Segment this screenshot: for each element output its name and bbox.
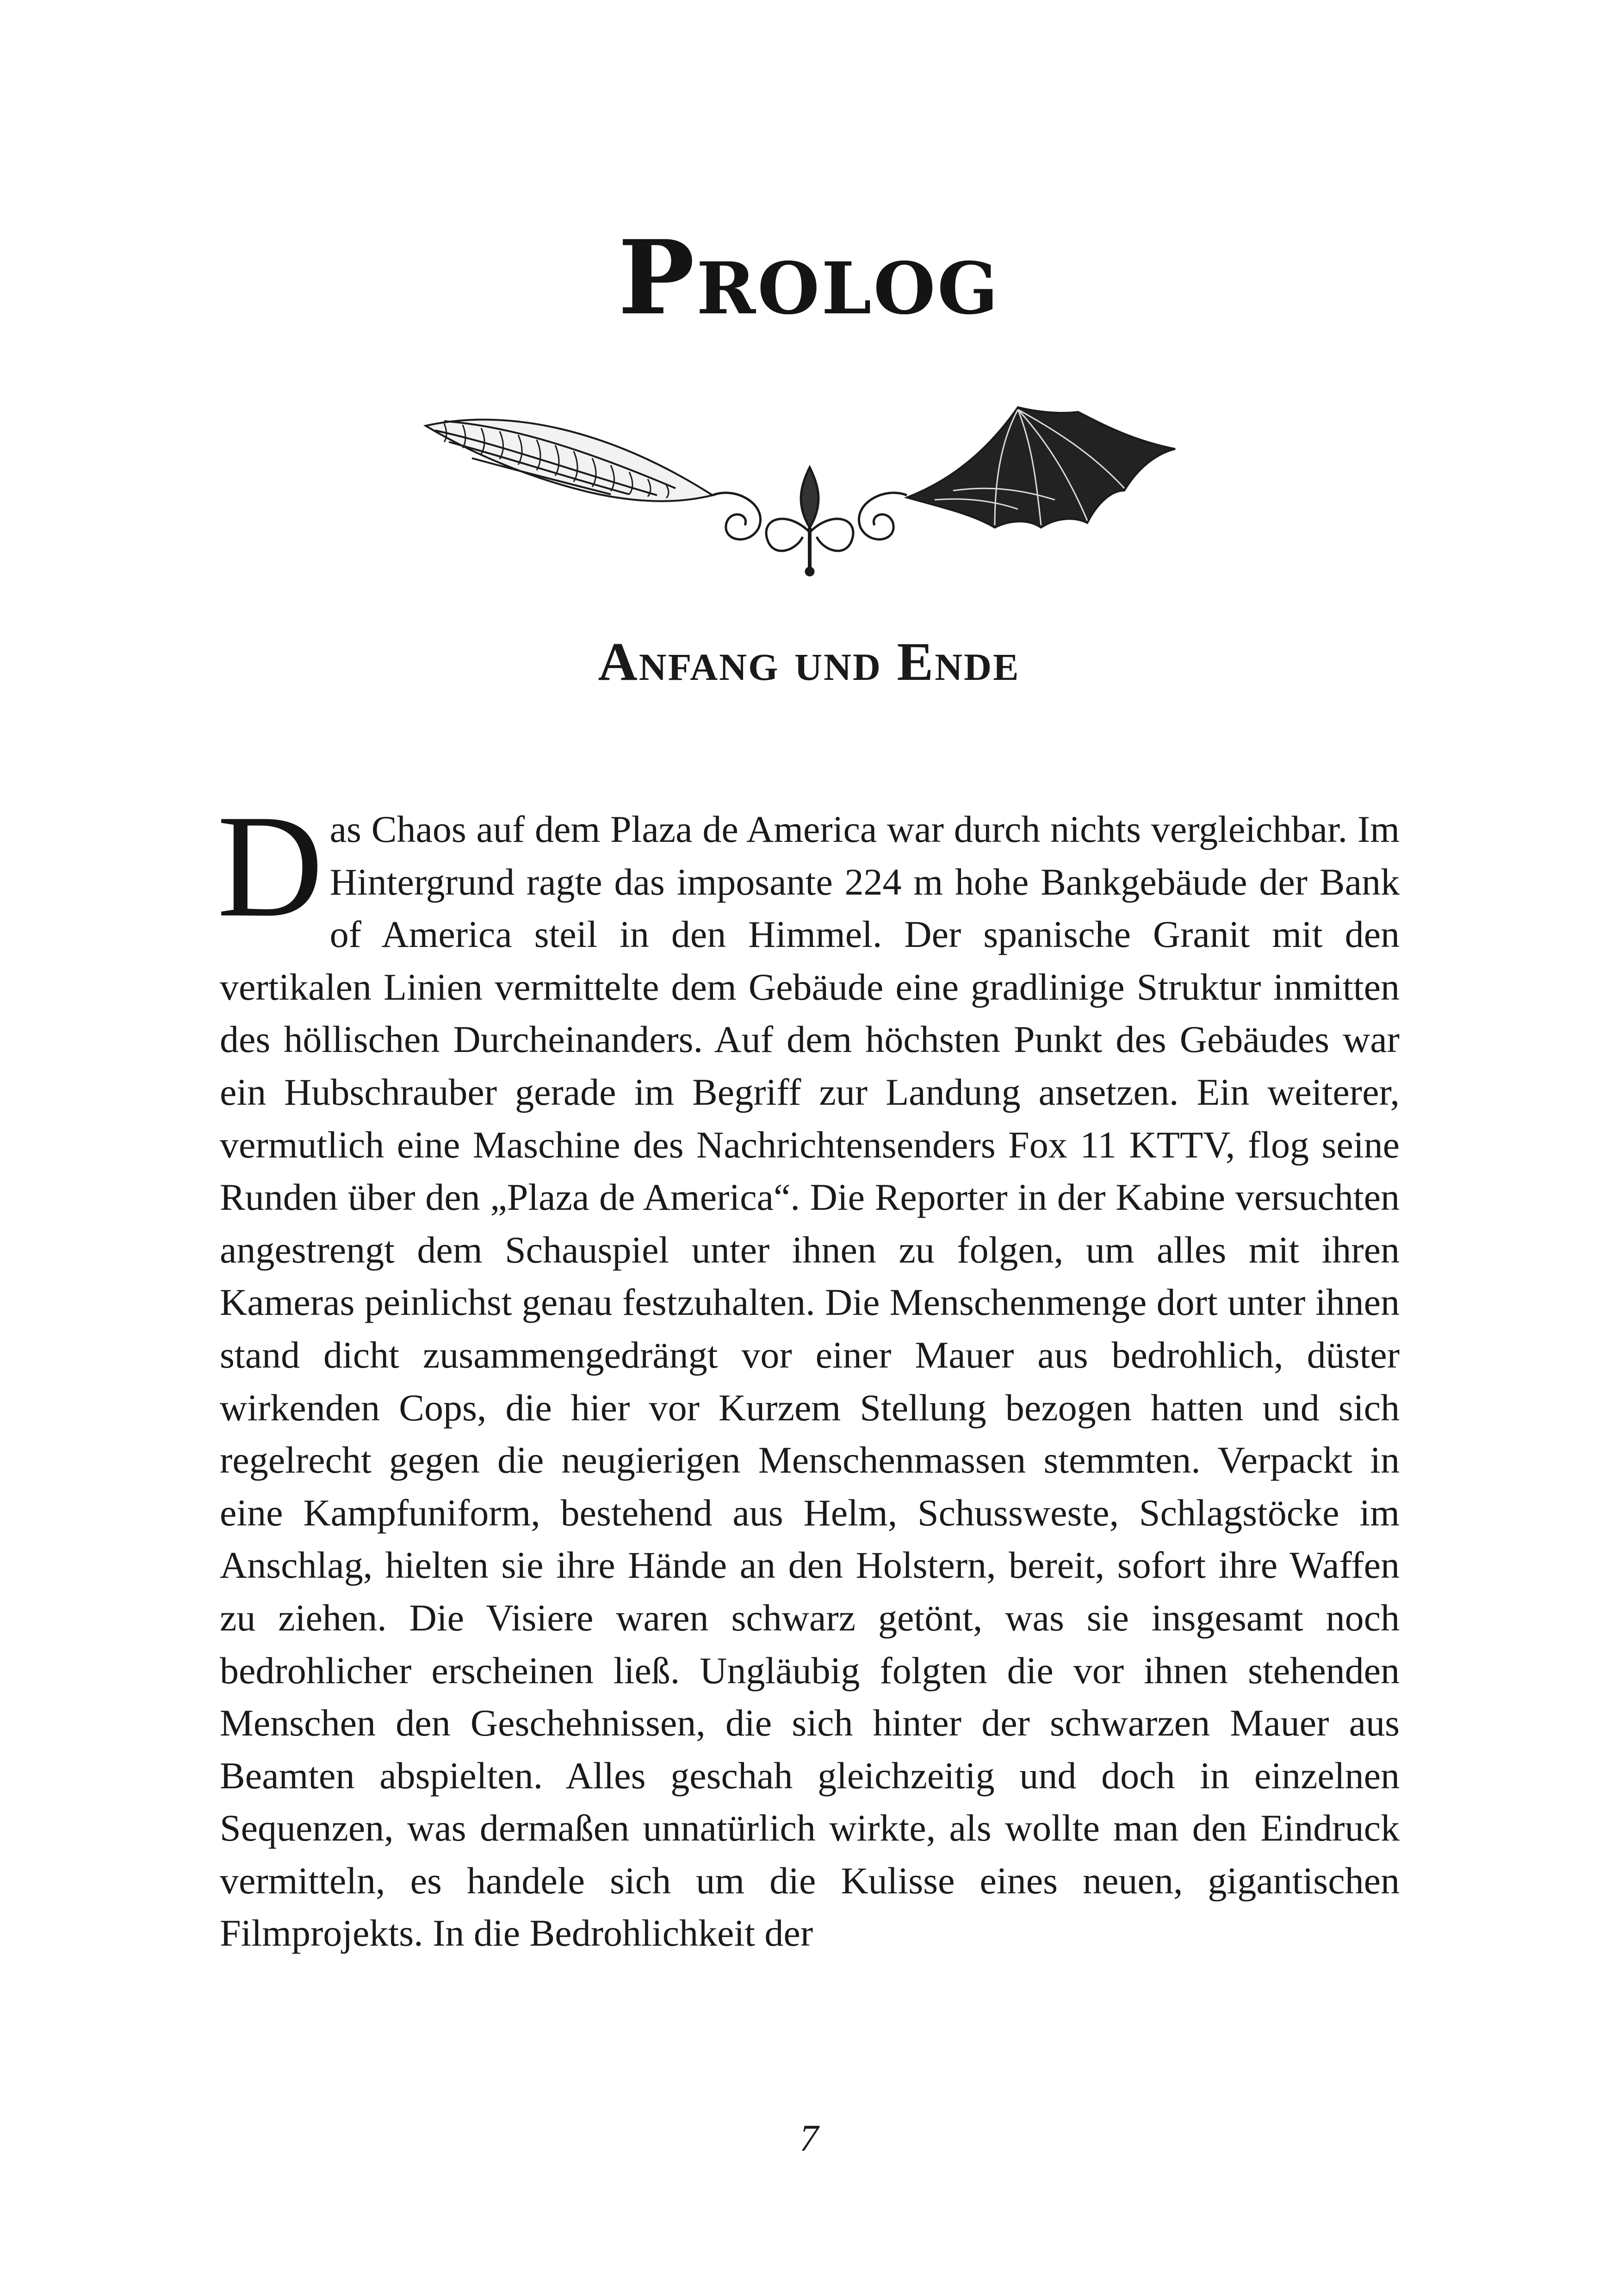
paragraph-text: as Chaos auf dem Plaza de America war durch nichts vergleichbar. Im Hintergrund ragte das imposante 224 m hohe Bankgebäude der Bank of America steil in den Himmel. Der spanische Granit mit den vertikalen Linien vermittelte dem Gebäude eine gradlinige Struktur inmitten des höllischen Durcheinanders. Auf dem höchsten Punkt des Gebäudes war ein Hubschrauber gerade im Begriff zur Landung ansetzen. Ein weiterer, vermutlich eine Maschine des Nachrichtensenders Fox 11 KTTV, flog seine Runden über den „Plaza de America“. Die Reporter in der Kabine versuchten angestrengt dem Schauspiel unter ihnen zu folgen, um alles mit ihren Kameras peinlichst genau festzuhalten. Die Menschenmenge dort unter ihnen stand dicht zusammengedrängt vor einer Mauer aus bedrohlich, düster wirkenden Cops, die hier vor Kurzem Stellung bezogen hatten und sich regelrecht gegen die neugierigen Menschenmassen stemmten. Verpackt in eine Kampfuniform, bestehend aus Helm, Schussweste, Schlagstöcke im Anschlag, hielten sie ihre Hände an den Holstern, bereit, sofort ihre Waffen zu ziehen. Die Visiere waren schwarz getönt, was sie insgesamt noch bedrohlicher erscheinen ließ. Ungläubig folgten die vor ihnen stehenden Menschen den Geschehnissen, die sich hinter der schwarzen Mauer aus Beamten abspielten. Alles geschah gleichzeitig und doch in einzelnen Sequenzen, was dermaßen unnatürlich wirkte, als wollte man den Eindruck vermitteln, es handele sich um die Kulisse eines neuen, gigantischen Filmprojekts. In die Bedrohlichkeit der [220,808,1400,1954]
fleur-de-lis-icon [713,467,907,575]
bat-wing-icon [907,407,1175,528]
page-number: 7 [800,2117,818,2159]
chapter-subtitle: Anfang und Ende [598,631,1020,692]
angel-demon-wings-ornament-icon [416,389,1203,583]
drop-cap: D [217,784,323,947]
body-paragraph [217,784,1400,1960]
feathered-wing-icon [426,420,713,501]
chapter-title: Prolog [618,218,1000,337]
